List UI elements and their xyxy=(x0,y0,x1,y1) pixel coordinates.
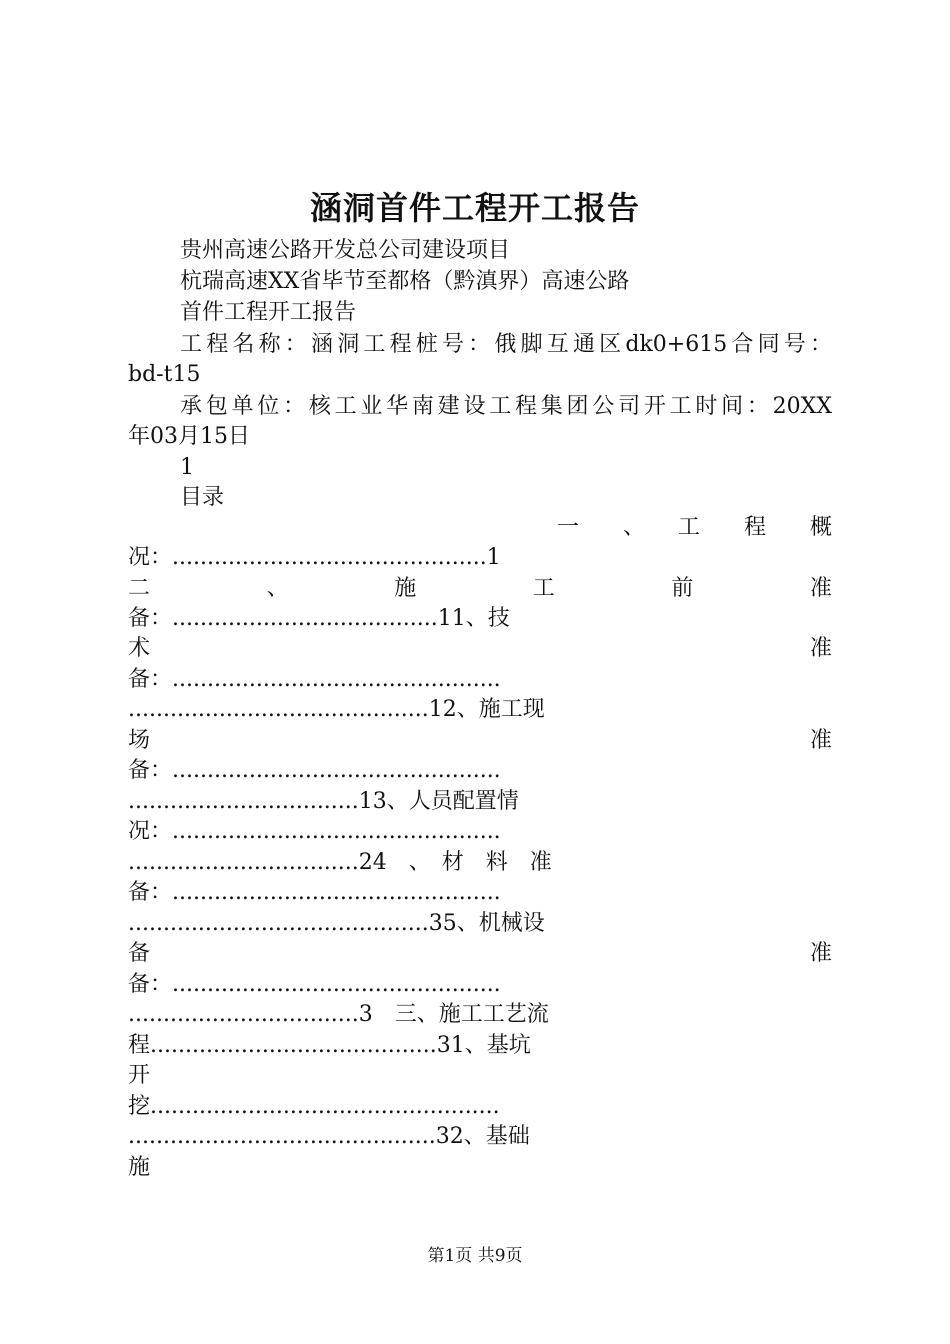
toc-line: .................................3 三、施工工艺流 xyxy=(128,1002,549,1027)
toc-line: ............................................32、基础 xyxy=(128,1124,530,1149)
text-line: 工程名称：涵洞工程桩号：俄脚互通区dk0+615合同号： xyxy=(180,332,832,357)
toc-heading: 目录 xyxy=(180,485,225,510)
document-title: 涵洞首件工程开工报告 xyxy=(309,189,640,227)
toc-line: ...........................................12、施工现 xyxy=(128,697,545,722)
toc-line: 备：......................................11、技 xyxy=(128,606,510,631)
page-footer: 第1页 共9页 xyxy=(427,1246,523,1266)
text-line: 杭瑞高速XX省毕节至都格（黔滇界）高速公路 xyxy=(180,269,630,294)
text-line: 承包单位：核工业华南建设工程集团公司开工时间：20XX xyxy=(180,394,832,419)
toc-line: .................................13、人员配置情 xyxy=(128,789,519,814)
toc-line: 备：............................................... xyxy=(128,667,501,692)
toc-line: .................................24 、 材 料 准 xyxy=(128,850,552,875)
toc-line: 备 准 xyxy=(128,941,832,966)
text-line: bd-t15 xyxy=(128,362,201,387)
toc-line: 施 xyxy=(128,1155,151,1180)
toc-line: 挖.................................................. xyxy=(128,1094,500,1119)
toc-line: 况：.............................................1 xyxy=(128,545,501,570)
toc-line: 况：............................................... xyxy=(128,819,501,844)
page-number-text: 1 xyxy=(180,455,194,480)
toc-line: 术 准 xyxy=(128,636,832,661)
text-line: 贵州高速公路开发总公司建设项目 xyxy=(180,238,511,263)
toc-line: 程.........................................31、基坑 xyxy=(128,1033,531,1058)
text-line: 首件工程开工报告 xyxy=(180,300,357,325)
text-line: 年03月15日 xyxy=(128,424,250,449)
toc-line: 备：............................................... xyxy=(128,972,501,997)
toc-line: ...........................................35、机械设 xyxy=(128,911,545,936)
toc-line: 场 准 xyxy=(128,728,832,753)
toc-line: 备：............................................... xyxy=(128,880,501,905)
toc-line: 开 xyxy=(128,1063,151,1088)
toc-line: 一 、 工 程 概 xyxy=(556,515,832,540)
toc-line: 备：............................................... xyxy=(128,758,501,783)
toc-line: 二 、 施 工 前 准 xyxy=(128,576,832,601)
